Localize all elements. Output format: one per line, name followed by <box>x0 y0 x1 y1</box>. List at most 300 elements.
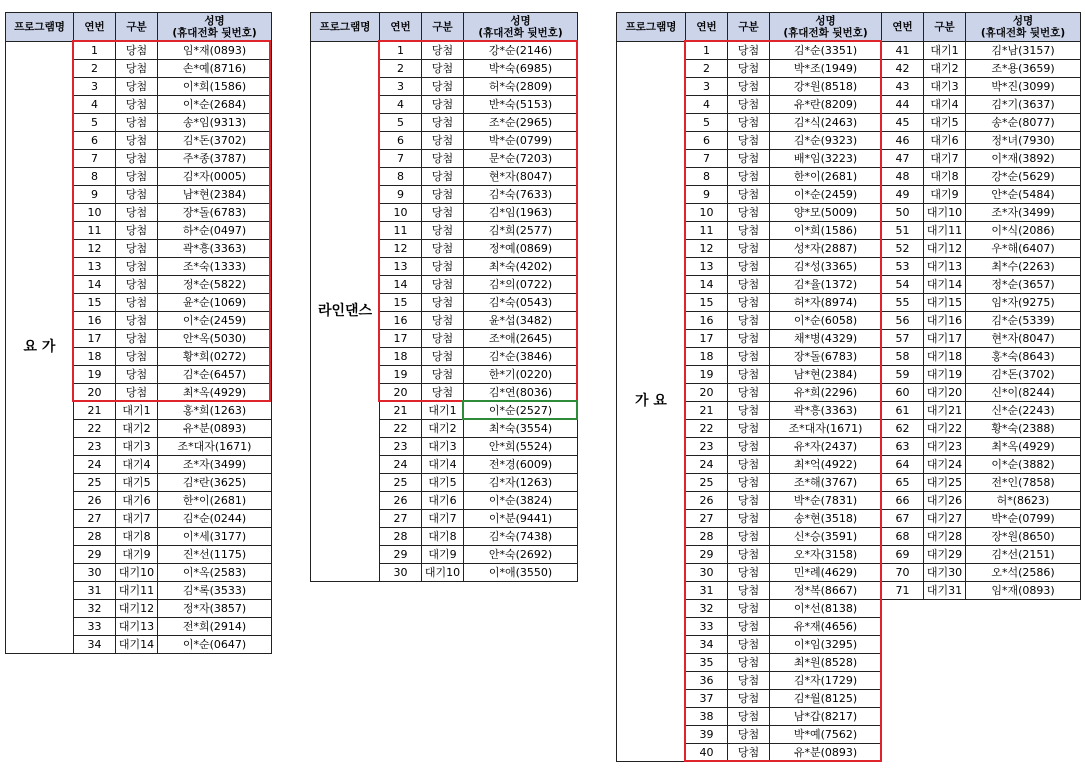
name-cell[interactable]: 남*갑(8217) <box>770 708 882 726</box>
num-cell[interactable]: 26 <box>74 492 116 510</box>
name-cell[interactable]: 허*숙(2809) <box>464 78 578 96</box>
name-cell-2[interactable]: 최*수(2263) <box>966 258 1081 276</box>
num-cell[interactable]: 12 <box>380 240 422 258</box>
name-cell[interactable]: 안*숙(2692) <box>464 546 578 564</box>
name-cell[interactable]: 김*순(0244) <box>158 510 272 528</box>
num-cell[interactable]: 27 <box>686 510 728 528</box>
category-cell-2[interactable]: 대기3 <box>924 78 966 96</box>
num-cell[interactable]: 25 <box>380 474 422 492</box>
category-cell[interactable]: 당첨 <box>728 96 770 114</box>
num-cell[interactable]: 2 <box>686 60 728 78</box>
num-cell[interactable]: 10 <box>686 204 728 222</box>
name-cell[interactable]: 김*희(2577) <box>464 222 578 240</box>
num-cell[interactable]: 6 <box>74 132 116 150</box>
category-cell[interactable]: 당첨 <box>728 546 770 564</box>
num-cell-2[interactable]: 70 <box>882 564 924 582</box>
name-cell[interactable]: 현*자(8047) <box>464 168 578 186</box>
num-cell[interactable]: 30 <box>380 564 422 582</box>
num-cell[interactable]: 20 <box>686 384 728 402</box>
category-cell-2[interactable]: 대기14 <box>924 276 966 294</box>
name-cell[interactable]: 최*옥(4929) <box>158 384 272 402</box>
name-cell[interactable]: 전*희(2914) <box>158 618 272 636</box>
num-cell-2[interactable]: 66 <box>882 492 924 510</box>
category-cell[interactable]: 당첨 <box>728 582 770 600</box>
category-cell[interactable]: 당첨 <box>422 312 464 330</box>
num-cell-2[interactable]: 47 <box>882 150 924 168</box>
name-cell[interactable]: 정*자(3857) <box>158 600 272 618</box>
category-cell-2[interactable]: 대기13 <box>924 258 966 276</box>
name-cell[interactable]: 한*기(0220) <box>464 366 578 384</box>
category-cell[interactable]: 대기5 <box>422 474 464 492</box>
category-cell[interactable]: 대기11 <box>116 582 158 600</box>
category-cell[interactable]: 대기2 <box>116 420 158 438</box>
category-cell[interactable]: 당첨 <box>728 528 770 546</box>
category-cell[interactable]: 대기1 <box>116 402 158 420</box>
name-cell-2[interactable]: 홍*숙(8643) <box>966 348 1081 366</box>
category-cell[interactable]: 대기4 <box>422 456 464 474</box>
num-cell[interactable]: 21 <box>74 402 116 420</box>
name-cell[interactable]: 박*예(7562) <box>770 726 882 744</box>
name-cell[interactable]: 최*원(8528) <box>770 654 882 672</box>
name-cell[interactable]: 신*승(3591) <box>770 528 882 546</box>
category-cell-2[interactable]: 대기17 <box>924 330 966 348</box>
name-cell[interactable]: 조*대자(1671) <box>158 438 272 456</box>
name-cell[interactable]: 최*숙(3554) <box>464 420 578 438</box>
num-cell[interactable]: 18 <box>74 348 116 366</box>
name-cell[interactable]: 김*순(3351) <box>770 42 882 60</box>
category-cell[interactable]: 당첨 <box>728 42 770 60</box>
name-cell[interactable]: 김*연(8036) <box>464 384 578 402</box>
name-cell[interactable]: 정*순(5822) <box>158 276 272 294</box>
name-cell[interactable]: 박*순(0799) <box>464 132 578 150</box>
name-cell-2[interactable]: 송*순(8077) <box>966 114 1081 132</box>
name-cell[interactable]: 문*순(7203) <box>464 150 578 168</box>
name-cell-2[interactable]: 최*옥(4929) <box>966 438 1081 456</box>
num-cell[interactable]: 28 <box>686 528 728 546</box>
num-cell[interactable]: 7 <box>686 150 728 168</box>
name-cell[interactable]: 유*재(4656) <box>770 618 882 636</box>
category-cell[interactable]: 대기6 <box>116 492 158 510</box>
category-cell-2[interactable]: 대기12 <box>924 240 966 258</box>
category-cell[interactable]: 당첨 <box>728 708 770 726</box>
name-cell[interactable]: 김*숙(7633) <box>464 186 578 204</box>
name-cell[interactable]: 김*자(0005) <box>158 168 272 186</box>
num-cell[interactable]: 21 <box>686 402 728 420</box>
category-cell-2[interactable]: 대기2 <box>924 60 966 78</box>
name-cell[interactable]: 이*분(9441) <box>464 510 578 528</box>
category-cell-2[interactable]: 대기7 <box>924 150 966 168</box>
category-cell[interactable]: 당첨 <box>728 150 770 168</box>
category-cell[interactable]: 당첨 <box>728 438 770 456</box>
category-cell-2[interactable]: 대기25 <box>924 474 966 492</box>
num-cell[interactable]: 22 <box>686 420 728 438</box>
category-cell[interactable]: 대기8 <box>116 528 158 546</box>
category-cell[interactable]: 당첨 <box>116 294 158 312</box>
num-cell[interactable]: 16 <box>686 312 728 330</box>
name-cell[interactable]: 임*재(0893) <box>158 42 272 60</box>
name-cell[interactable]: 송*현(3518) <box>770 510 882 528</box>
num-cell[interactable]: 23 <box>380 438 422 456</box>
category-cell[interactable]: 당첨 <box>728 60 770 78</box>
category-cell[interactable]: 대기7 <box>422 510 464 528</box>
name-cell[interactable]: 남*현(2384) <box>770 366 882 384</box>
name-cell-2[interactable]: 김*선(2151) <box>966 546 1081 564</box>
name-cell[interactable]: 이*희(1586) <box>770 222 882 240</box>
num-cell[interactable]: 29 <box>686 546 728 564</box>
num-cell-2[interactable]: 71 <box>882 582 924 600</box>
category-cell[interactable]: 당첨 <box>116 78 158 96</box>
name-cell[interactable]: 유*희(2296) <box>770 384 882 402</box>
name-cell[interactable]: 박*숙(6985) <box>464 60 578 78</box>
name-cell[interactable]: 이*임(3295) <box>770 636 882 654</box>
name-cell-2[interactable]: 임*재(0893) <box>966 582 1081 600</box>
category-cell[interactable]: 당첨 <box>728 654 770 672</box>
name-cell[interactable]: 이*순(2527) <box>464 402 578 420</box>
name-cell-2[interactable]: 현*자(8047) <box>966 330 1081 348</box>
name-cell[interactable]: 김*임(1963) <box>464 204 578 222</box>
category-cell[interactable]: 당첨 <box>728 384 770 402</box>
name-cell-2[interactable]: 박*순(0799) <box>966 510 1081 528</box>
num-cell[interactable]: 35 <box>686 654 728 672</box>
num-cell[interactable]: 16 <box>380 312 422 330</box>
name-cell[interactable]: 반*숙(5153) <box>464 96 578 114</box>
name-cell[interactable]: 유*자(2437) <box>770 438 882 456</box>
num-cell[interactable]: 25 <box>686 474 728 492</box>
num-cell[interactable]: 4 <box>686 96 728 114</box>
num-cell[interactable]: 22 <box>74 420 116 438</box>
num-cell[interactable]: 19 <box>686 366 728 384</box>
category-cell[interactable]: 당첨 <box>116 132 158 150</box>
num-cell-2[interactable]: 59 <box>882 366 924 384</box>
num-cell[interactable]: 24 <box>686 456 728 474</box>
name-cell[interactable]: 배*임(3223) <box>770 150 882 168</box>
num-cell[interactable]: 32 <box>686 600 728 618</box>
name-cell[interactable]: 이*순(0647) <box>158 636 272 654</box>
category-cell[interactable]: 당첨 <box>422 258 464 276</box>
category-cell[interactable]: 당첨 <box>116 186 158 204</box>
name-cell[interactable]: 오*자(3158) <box>770 546 882 564</box>
num-cell[interactable]: 4 <box>380 96 422 114</box>
category-cell-2[interactable]: 대기11 <box>924 222 966 240</box>
category-cell-2[interactable]: 대기18 <box>924 348 966 366</box>
name-cell[interactable]: 한*이(2681) <box>770 168 882 186</box>
category-cell-2[interactable]: 대기19 <box>924 366 966 384</box>
num-cell[interactable]: 12 <box>686 240 728 258</box>
name-cell[interactable]: 김*돈(3702) <box>158 132 272 150</box>
category-cell[interactable]: 당첨 <box>422 150 464 168</box>
category-cell[interactable]: 당첨 <box>422 78 464 96</box>
name-cell[interactable]: 김*숙(7438) <box>464 528 578 546</box>
num-cell[interactable]: 11 <box>686 222 728 240</box>
category-cell[interactable]: 당첨 <box>422 384 464 402</box>
num-cell-2[interactable]: 61 <box>882 402 924 420</box>
name-cell-2[interactable]: 조*자(3499) <box>966 204 1081 222</box>
category-cell[interactable]: 당첨 <box>116 60 158 78</box>
name-cell[interactable]: 유*분(0893) <box>770 744 882 762</box>
num-cell[interactable]: 1 <box>74 42 116 60</box>
category-cell[interactable]: 당첨 <box>728 186 770 204</box>
num-cell[interactable]: 13 <box>686 258 728 276</box>
num-cell[interactable]: 29 <box>74 546 116 564</box>
category-cell[interactable]: 당첨 <box>728 456 770 474</box>
name-cell[interactable]: 이*애(3550) <box>464 564 578 582</box>
num-cell[interactable]: 1 <box>380 42 422 60</box>
category-cell[interactable]: 대기8 <box>422 528 464 546</box>
num-cell[interactable]: 23 <box>686 438 728 456</box>
category-cell-2[interactable]: 대기5 <box>924 114 966 132</box>
num-cell[interactable]: 19 <box>380 366 422 384</box>
num-cell[interactable]: 9 <box>380 186 422 204</box>
num-cell[interactable]: 23 <box>74 438 116 456</box>
num-cell[interactable]: 9 <box>686 186 728 204</box>
category-cell-2[interactable]: 대기4 <box>924 96 966 114</box>
name-cell[interactable]: 이*순(2459) <box>158 312 272 330</box>
name-cell[interactable]: 조*자(3499) <box>158 456 272 474</box>
name-cell[interactable]: 박*조(1949) <box>770 60 882 78</box>
num-cell[interactable]: 14 <box>686 276 728 294</box>
name-cell[interactable]: 유*분(0893) <box>158 420 272 438</box>
num-cell[interactable]: 6 <box>380 132 422 150</box>
name-cell[interactable]: 김*율(1372) <box>770 276 882 294</box>
category-cell[interactable]: 당첨 <box>422 330 464 348</box>
category-cell-2[interactable]: 대기21 <box>924 402 966 420</box>
category-cell[interactable]: 대기4 <box>116 456 158 474</box>
category-cell[interactable]: 당첨 <box>728 510 770 528</box>
name-cell[interactable]: 김*월(8125) <box>770 690 882 708</box>
name-cell-2[interactable]: 김*순(5339) <box>966 312 1081 330</box>
category-cell[interactable]: 당첨 <box>116 96 158 114</box>
num-cell[interactable]: 8 <box>380 168 422 186</box>
category-cell-2[interactable]: 대기29 <box>924 546 966 564</box>
category-cell[interactable]: 당첨 <box>728 78 770 96</box>
category-cell[interactable]: 대기10 <box>116 564 158 582</box>
name-cell[interactable]: 양*모(5009) <box>770 204 882 222</box>
name-cell-2[interactable]: 우*해(6407) <box>966 240 1081 258</box>
name-cell-2[interactable]: 안*순(5484) <box>966 186 1081 204</box>
num-cell[interactable]: 19 <box>74 366 116 384</box>
num-cell-2[interactable]: 60 <box>882 384 924 402</box>
category-cell[interactable]: 당첨 <box>728 258 770 276</box>
num-cell-2[interactable]: 48 <box>882 168 924 186</box>
num-cell[interactable]: 32 <box>74 600 116 618</box>
num-cell-2[interactable]: 45 <box>882 114 924 132</box>
name-cell[interactable]: 민*례(4629) <box>770 564 882 582</box>
name-cell[interactable]: 조*애(2645) <box>464 330 578 348</box>
name-cell[interactable]: 김*식(2463) <box>770 114 882 132</box>
num-cell[interactable]: 18 <box>686 348 728 366</box>
category-cell[interactable]: 당첨 <box>422 240 464 258</box>
num-cell[interactable]: 28 <box>74 528 116 546</box>
name-cell[interactable]: 최*억(4922) <box>770 456 882 474</box>
category-cell[interactable]: 당첨 <box>728 474 770 492</box>
category-cell[interactable]: 대기5 <box>116 474 158 492</box>
name-cell[interactable]: 허*자(8974) <box>770 294 882 312</box>
name-cell[interactable]: 김*자(1263) <box>464 474 578 492</box>
category-cell[interactable]: 대기7 <box>116 510 158 528</box>
category-cell-2[interactable]: 대기26 <box>924 492 966 510</box>
num-cell[interactable]: 17 <box>74 330 116 348</box>
num-cell[interactable]: 4 <box>74 96 116 114</box>
num-cell[interactable]: 8 <box>74 168 116 186</box>
name-cell[interactable]: 안*희(5524) <box>464 438 578 456</box>
category-cell-2[interactable]: 대기31 <box>924 582 966 600</box>
category-cell-2[interactable]: 대기22 <box>924 420 966 438</box>
category-cell-2[interactable]: 대기8 <box>924 168 966 186</box>
num-cell-2[interactable]: 54 <box>882 276 924 294</box>
name-cell-2[interactable]: 강*순(5629) <box>966 168 1081 186</box>
category-cell[interactable]: 당첨 <box>422 366 464 384</box>
name-cell[interactable]: 김*의(0722) <box>464 276 578 294</box>
name-cell[interactable]: 주*종(3787) <box>158 150 272 168</box>
name-cell[interactable]: 이*선(8138) <box>770 600 882 618</box>
num-cell-2[interactable]: 64 <box>882 456 924 474</box>
num-cell[interactable]: 14 <box>74 276 116 294</box>
category-cell[interactable]: 대기9 <box>422 546 464 564</box>
name-cell[interactable]: 윤*섭(3482) <box>464 312 578 330</box>
category-cell-2[interactable]: 대기6 <box>924 132 966 150</box>
name-cell-2[interactable]: 정*순(3657) <box>966 276 1081 294</box>
category-cell-2[interactable]: 대기15 <box>924 294 966 312</box>
category-cell[interactable]: 대기2 <box>422 420 464 438</box>
num-cell[interactable]: 13 <box>74 258 116 276</box>
name-cell[interactable]: 곽*흥(3363) <box>770 402 882 420</box>
num-cell[interactable]: 2 <box>380 60 422 78</box>
category-cell[interactable]: 당첨 <box>728 294 770 312</box>
num-cell-2[interactable]: 58 <box>882 348 924 366</box>
name-cell[interactable]: 장*돌(6783) <box>158 204 272 222</box>
category-cell[interactable]: 당첨 <box>422 276 464 294</box>
category-cell[interactable]: 당첨 <box>422 42 464 60</box>
name-cell[interactable]: 성*자(2887) <box>770 240 882 258</box>
name-cell[interactable]: 채*병(4329) <box>770 330 882 348</box>
category-cell[interactable]: 당첨 <box>728 564 770 582</box>
num-cell-2[interactable]: 51 <box>882 222 924 240</box>
category-cell[interactable]: 당첨 <box>116 150 158 168</box>
name-cell-2[interactable]: 조*용(3659) <box>966 60 1081 78</box>
category-cell[interactable]: 당첨 <box>116 240 158 258</box>
num-cell[interactable]: 7 <box>74 150 116 168</box>
category-cell[interactable]: 당첨 <box>422 132 464 150</box>
name-cell[interactable]: 강*순(2146) <box>464 42 578 60</box>
num-cell-2[interactable]: 42 <box>882 60 924 78</box>
category-cell[interactable]: 당첨 <box>728 330 770 348</box>
num-cell[interactable]: 40 <box>686 744 728 762</box>
num-cell[interactable]: 16 <box>74 312 116 330</box>
category-cell[interactable]: 당첨 <box>728 636 770 654</box>
category-cell-2[interactable]: 대기27 <box>924 510 966 528</box>
num-cell[interactable]: 13 <box>380 258 422 276</box>
category-cell[interactable]: 당첨 <box>728 672 770 690</box>
name-cell-2[interactable]: 김*돈(3702) <box>966 366 1081 384</box>
category-cell[interactable]: 당첨 <box>116 42 158 60</box>
num-cell[interactable]: 29 <box>380 546 422 564</box>
num-cell[interactable]: 11 <box>74 222 116 240</box>
num-cell-2[interactable]: 52 <box>882 240 924 258</box>
num-cell-2[interactable]: 65 <box>882 474 924 492</box>
category-cell[interactable]: 당첨 <box>116 168 158 186</box>
num-cell[interactable]: 34 <box>74 636 116 654</box>
category-cell[interactable]: 대기10 <box>422 564 464 582</box>
num-cell-2[interactable]: 43 <box>882 78 924 96</box>
name-cell[interactable]: 박*순(7831) <box>770 492 882 510</box>
name-cell[interactable]: 남*현(2384) <box>158 186 272 204</box>
name-cell[interactable]: 홍*희(1263) <box>158 402 272 420</box>
name-cell-2[interactable]: 허*(8623) <box>966 492 1081 510</box>
category-cell[interactable]: 당첨 <box>116 114 158 132</box>
num-cell-2[interactable]: 49 <box>882 186 924 204</box>
name-cell[interactable]: 황*희(0272) <box>158 348 272 366</box>
category-cell-2[interactable]: 대기1 <box>924 42 966 60</box>
num-cell[interactable]: 17 <box>380 330 422 348</box>
num-cell[interactable]: 7 <box>380 150 422 168</box>
num-cell[interactable]: 24 <box>74 456 116 474</box>
program-name-cell[interactable]: 요 가 <box>6 42 74 654</box>
name-cell[interactable]: 조*해(3767) <box>770 474 882 492</box>
category-cell[interactable]: 당첨 <box>728 312 770 330</box>
num-cell[interactable]: 5 <box>686 114 728 132</box>
category-cell[interactable]: 당첨 <box>422 222 464 240</box>
category-cell[interactable]: 대기3 <box>116 438 158 456</box>
name-cell[interactable]: 이*순(6058) <box>770 312 882 330</box>
category-cell[interactable]: 당첨 <box>116 366 158 384</box>
num-cell[interactable]: 9 <box>74 186 116 204</box>
num-cell[interactable]: 10 <box>74 204 116 222</box>
name-cell[interactable]: 이*순(2684) <box>158 96 272 114</box>
category-cell-2[interactable]: 대기20 <box>924 384 966 402</box>
num-cell-2[interactable]: 56 <box>882 312 924 330</box>
category-cell-2[interactable]: 대기16 <box>924 312 966 330</box>
num-cell[interactable]: 3 <box>74 78 116 96</box>
category-cell[interactable]: 당첨 <box>116 330 158 348</box>
name-cell[interactable]: 이*세(3177) <box>158 528 272 546</box>
category-cell[interactable]: 대기6 <box>422 492 464 510</box>
category-cell[interactable]: 당첨 <box>422 96 464 114</box>
num-cell[interactable]: 27 <box>380 510 422 528</box>
name-cell[interactable]: 안*옥(5030) <box>158 330 272 348</box>
num-cell[interactable]: 30 <box>686 564 728 582</box>
name-cell[interactable]: 김*록(3533) <box>158 582 272 600</box>
category-cell[interactable]: 당첨 <box>116 348 158 366</box>
num-cell[interactable]: 15 <box>380 294 422 312</box>
name-cell-2[interactable]: 정*녀(7930) <box>966 132 1081 150</box>
category-cell[interactable]: 당첨 <box>116 222 158 240</box>
name-cell[interactable]: 김*순(9323) <box>770 132 882 150</box>
num-cell[interactable]: 37 <box>686 690 728 708</box>
name-cell[interactable]: 조*숙(1333) <box>158 258 272 276</box>
category-cell[interactable]: 당첨 <box>728 240 770 258</box>
category-cell[interactable]: 대기1 <box>422 402 464 420</box>
category-cell[interactable]: 당첨 <box>728 348 770 366</box>
category-cell[interactable]: 당첨 <box>728 402 770 420</box>
category-cell[interactable]: 당첨 <box>422 60 464 78</box>
category-cell[interactable]: 당첨 <box>728 276 770 294</box>
num-cell[interactable]: 30 <box>74 564 116 582</box>
num-cell[interactable]: 10 <box>380 204 422 222</box>
category-cell-2[interactable]: 대기9 <box>924 186 966 204</box>
num-cell[interactable]: 20 <box>74 384 116 402</box>
category-cell[interactable]: 당첨 <box>116 204 158 222</box>
name-cell[interactable]: 정*복(8667) <box>770 582 882 600</box>
category-cell[interactable]: 당첨 <box>728 366 770 384</box>
name-cell-2[interactable]: 김*기(3637) <box>966 96 1081 114</box>
name-cell[interactable]: 김*자(1729) <box>770 672 882 690</box>
num-cell[interactable]: 26 <box>380 492 422 510</box>
num-cell-2[interactable]: 57 <box>882 330 924 348</box>
name-cell[interactable]: 최*숙(4202) <box>464 258 578 276</box>
num-cell[interactable]: 34 <box>686 636 728 654</box>
num-cell[interactable]: 39 <box>686 726 728 744</box>
name-cell[interactable]: 이*희(1586) <box>158 78 272 96</box>
